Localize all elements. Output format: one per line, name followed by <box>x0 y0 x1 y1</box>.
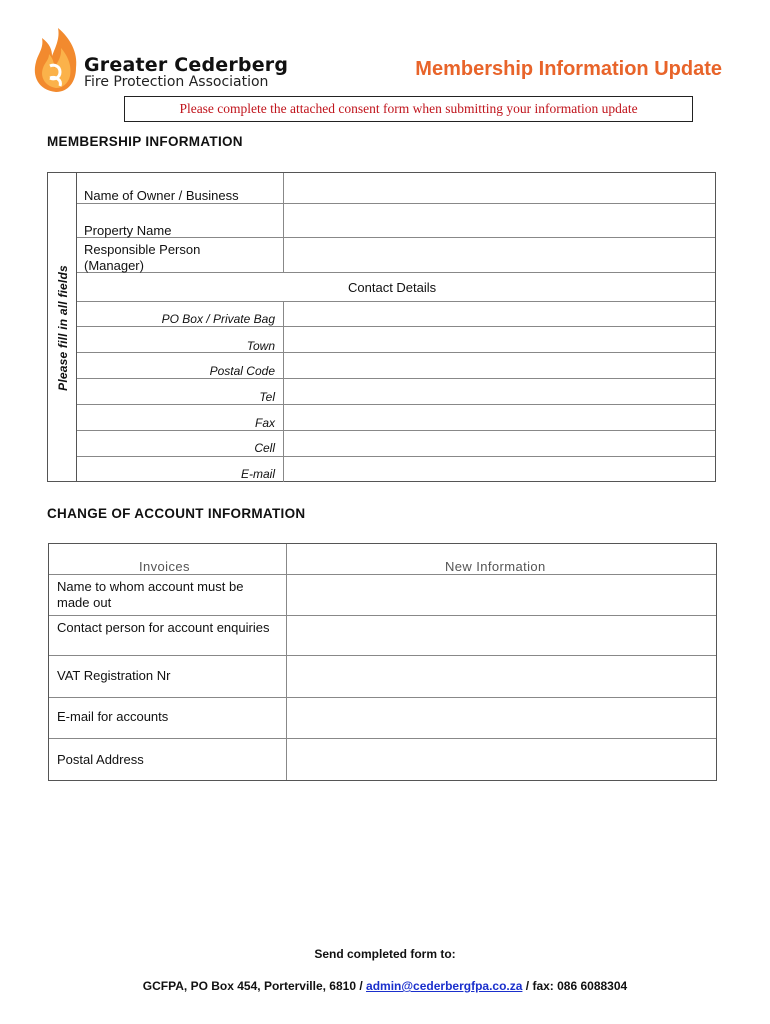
contact-details-heading: Contact Details <box>348 280 437 295</box>
email-input[interactable] <box>284 457 715 481</box>
footer-email-link[interactable]: admin@cederbergfpa.co.za <box>366 979 523 993</box>
email-label: E-mail <box>240 467 275 481</box>
po-box-input[interactable] <box>284 302 715 326</box>
tel-input[interactable] <box>284 379 715 404</box>
po-box-label: PO Box / Private Bag <box>161 312 275 326</box>
footer-fax: / fax: 086 6088304 <box>525 979 628 993</box>
contact-person-input[interactable] <box>287 616 716 655</box>
accounts-email-input[interactable] <box>287 698 716 738</box>
responsible-person-input[interactable] <box>284 238 715 272</box>
consent-notice: Please complete the attached consent form when submitting your information update <box>124 96 693 122</box>
property-name-input[interactable] <box>284 204 715 237</box>
postal-address-input[interactable] <box>287 739 716 780</box>
membership-heading: MEMBERSHIP INFORMATION <box>47 134 243 149</box>
fax-input[interactable] <box>284 405 715 430</box>
contact-person-label: Contact person for account enquiries <box>57 620 270 635</box>
logo-subtitle: Fire Protection Association <box>84 74 269 90</box>
logo-title: Greater Cederberg <box>84 54 289 76</box>
footer-address: GCFPA, PO Box 454, Porterville, 6810 / <box>142 979 363 993</box>
fax-label: Fax <box>254 416 275 430</box>
vat-registration-label: VAT Registration Nr <box>57 668 171 683</box>
responsible-person-sublabel: (Manager) <box>84 258 144 273</box>
town-input[interactable] <box>284 327 715 352</box>
invoices-column-header: Invoices <box>139 559 190 574</box>
cell-input[interactable] <box>284 431 715 456</box>
side-label-cell <box>48 173 77 481</box>
postal-code-label: Postal Code <box>209 364 275 378</box>
flame-logo-icon <box>30 26 82 94</box>
accounts-email-label: E-mail for accounts <box>57 709 169 724</box>
new-information-column-header: New Information <box>445 559 546 574</box>
account-heading: CHANGE OF ACCOUNT INFORMATION <box>47 506 306 521</box>
account-name-label: Name to whom account must be made out <box>57 579 244 610</box>
organization-logo <box>30 26 289 96</box>
membership-table <box>47 172 716 482</box>
account-name-input[interactable] <box>287 575 716 615</box>
tel-label: Tel <box>259 390 275 404</box>
cell-label: Cell <box>254 441 275 455</box>
side-label: Please fill in all fields <box>56 265 70 391</box>
owner-business-label: Name of Owner / Business <box>84 188 239 203</box>
footer-instruction: Send completed form to: <box>314 947 456 961</box>
footer-contact <box>0 979 770 993</box>
postal-address-label: Postal Address <box>57 752 144 767</box>
document-title: Membership Information Update <box>415 58 722 80</box>
vat-registration-input[interactable] <box>287 656 716 697</box>
owner-business-input[interactable] <box>284 174 715 203</box>
responsible-person-label: Responsible Person <box>84 242 201 257</box>
postal-code-input[interactable] <box>284 353 715 378</box>
account-table <box>48 543 717 781</box>
town-label: Town <box>246 339 275 353</box>
property-name-label: Property Name <box>84 223 172 238</box>
